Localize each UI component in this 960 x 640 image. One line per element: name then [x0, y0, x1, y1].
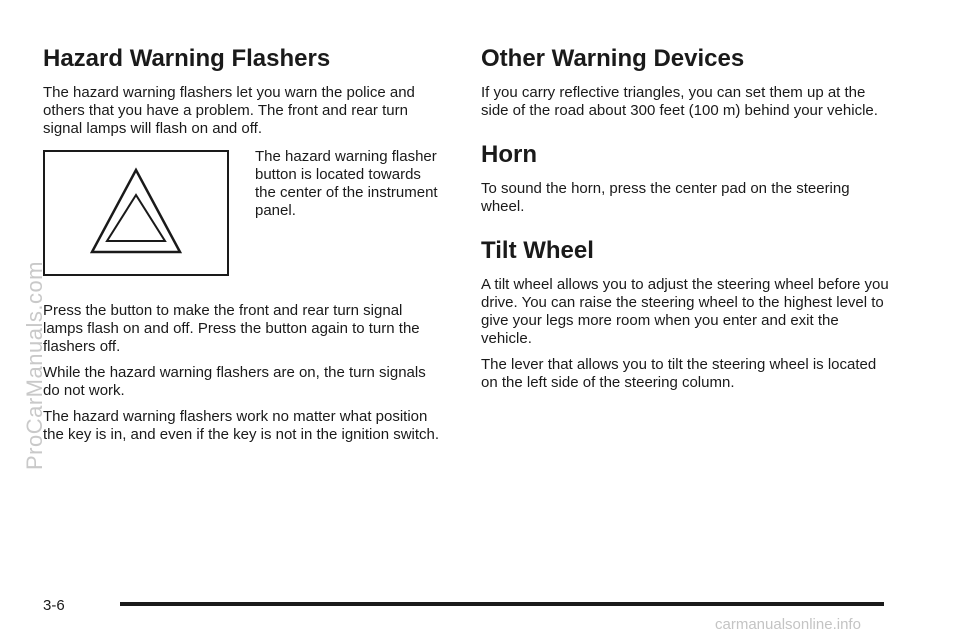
section-title-other-warning-devices: Other Warning Devices — [481, 45, 745, 72]
hazard-button-illustration — [43, 150, 229, 276]
outer-triangle — [92, 170, 180, 252]
hazard-intro: The hazard warning flashers let you warn the police and others that you have a problem. The front and rear turn signal lamps will flash on and off. — [43, 84, 415, 137]
hazard-paragraph: While the hazard warning flashers are on, the turn signals do not work. — [43, 364, 426, 399]
footer-site: carmanualsonline.info — [715, 616, 861, 633]
right-column — [481, 44, 901, 400]
horn-paragraph: To sound the horn, press the center pad on the steering wheel. — [481, 180, 850, 215]
footer-rule — [120, 602, 884, 606]
left-column — [43, 44, 443, 452]
tilt-wheel-paragraph: A tilt wheel allows you to adjust the steering wheel before you drive. You can raise the steering wheel to the highest level to give your legs more room when you enter and exit the vehicle. — [481, 276, 889, 347]
tilt-wheel-paragraph: The lever that allows you to tilt the steering wheel is located on the left side of the steering column. — [481, 356, 877, 391]
section-title-tilt-wheel: Tilt Wheel — [481, 237, 594, 264]
hazard-triangle-icon — [45, 152, 227, 274]
hazard-figure — [43, 150, 443, 288]
page-number: 3-6 — [43, 597, 65, 614]
other-warning-paragraph: If you carry reflective triangles, you can set them up at the side of the road about 300 feet (100 m) behind your vehicle. — [481, 84, 878, 119]
section-title-hazard: Hazard Warning Flashers — [43, 45, 331, 72]
hazard-paragraph: The hazard warning flashers work no matter what position the key is in, and even if the key is not in the ignition switch. — [43, 408, 440, 443]
figure-caption: The hazard warning flasher button is located towards the center of the instrument panel. — [255, 148, 438, 219]
hazard-paragraph: Press the button to make the front and rear turn signal lamps flash on and off. Press the button again to turn the flashers off. — [43, 302, 420, 355]
watermark: ProCarManuals.com — [22, 260, 47, 470]
section-title-horn: Horn — [481, 141, 537, 168]
inner-triangle — [107, 195, 165, 241]
